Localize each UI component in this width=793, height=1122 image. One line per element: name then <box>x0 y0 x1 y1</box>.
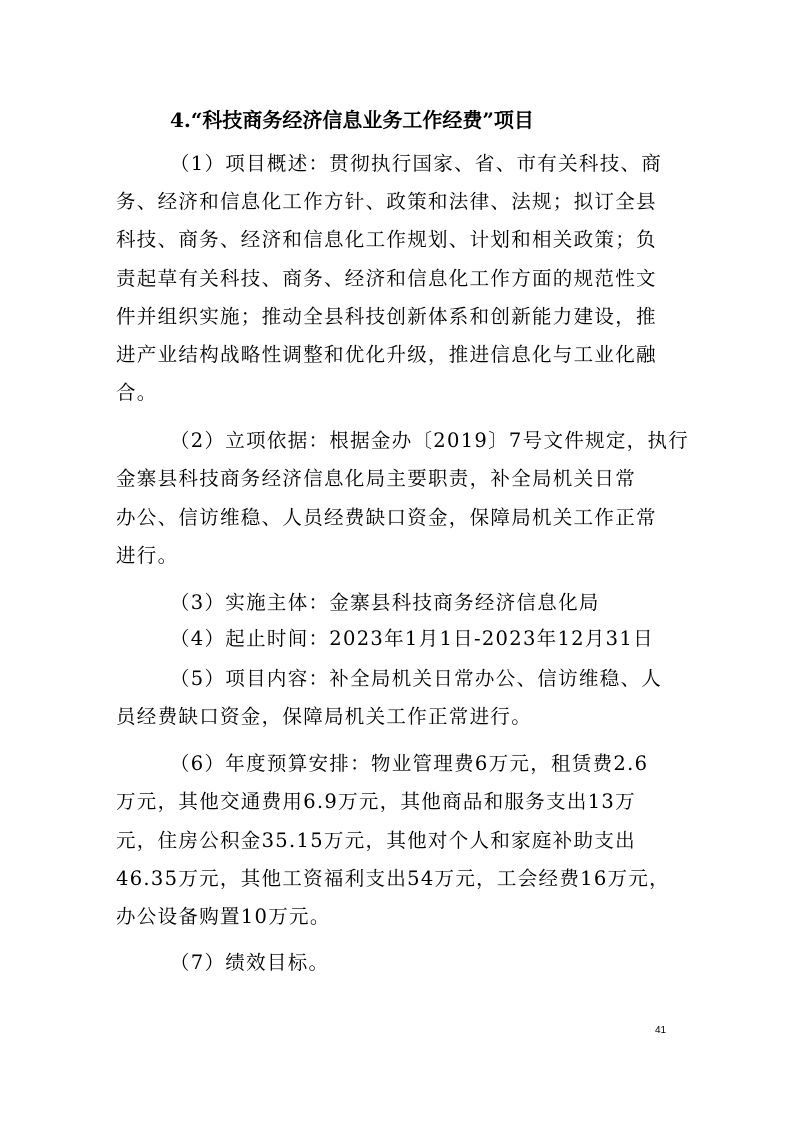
paragraph-line: （6）年度预算安排：物业管理费6万元，租赁费2.6 <box>170 752 649 775</box>
paragraph-line: （7）绩效目标。 <box>170 951 330 974</box>
page-number: 41 <box>655 1025 667 1036</box>
paragraph-line: 件并组织实施；推动全县科技创新体系和创新能力建设，推 <box>116 305 657 328</box>
paragraph-line: 46.35万元，其他工资福利支出54万元，工会经费16万元， <box>116 867 670 890</box>
paragraph-line: （3）实施主体：金寨县科技商务经济信息化局 <box>170 591 600 614</box>
paragraph-line: 员经费缺口资金，保障局机关工作正常进行。 <box>116 705 533 728</box>
paragraph-line: 办公设备购置10万元。 <box>116 905 331 928</box>
paragraph-line: 科技、商务、经济和信息化工作规划、计划和相关政策；负 <box>116 228 657 251</box>
paragraph-line: 合。 <box>116 381 158 404</box>
paragraph-line: 金寨县科技商务经济信息化局主要职责，补全局机关日常 <box>116 467 637 490</box>
paragraph-line: 元，住房公积金35.15万元，其他对个人和家庭补助支出 <box>116 829 636 852</box>
paragraph-line: 务、经济和信息化工作方针、政策和法律、法规；拟订全县 <box>116 190 657 213</box>
paragraph-line: 进产业结构战略性调整和优化升级，推进信息化与工业化融 <box>116 343 657 366</box>
paragraph-line: 进行。 <box>116 544 179 567</box>
paragraph-line: （4）起止时间：2023年1月1日-2023年12月31日 <box>170 627 654 650</box>
paragraph-line: （2）立项依据：根据金办〔2019〕7号文件规定，执行 <box>170 429 690 452</box>
paragraph-line: 办公、信访维稳、人员经费缺口资金，保障局机关工作正常 <box>116 506 657 529</box>
paragraph-line: 责起草有关科技、商务、经济和信息化工作方面的规范性文 <box>116 267 657 290</box>
section-heading: 4.“科技商务经济信息业务工作经费”项目 <box>170 108 534 132</box>
paragraph-line: （1）项目概述：贯彻执行国家、省、市有关科技、商 <box>170 152 663 175</box>
paragraph-line: 万元，其他交通费用6.9万元，其他商品和服务支出13万 <box>116 790 636 813</box>
paragraph-line: （5）项目内容：补全局机关日常办公、信访维稳、人 <box>170 667 663 690</box>
